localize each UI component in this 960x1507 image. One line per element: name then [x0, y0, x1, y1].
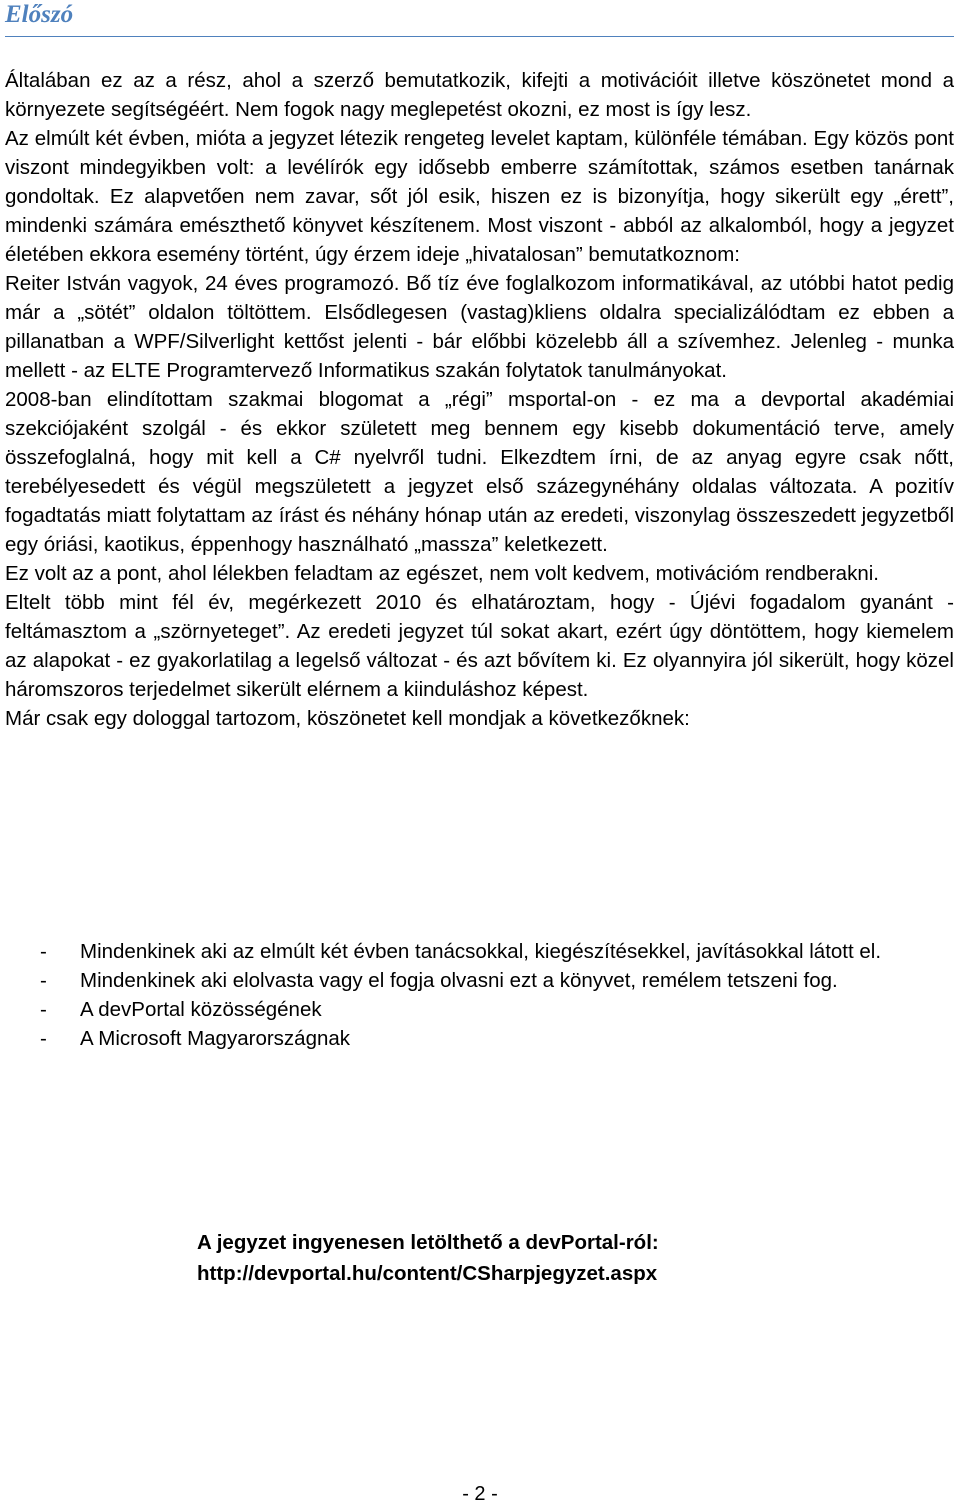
heading-underline: [5, 36, 954, 37]
list-item-text: Mindenkinek aki az elmúlt két évben tanácsokkal, kiegészítésekkel, javításokkal látott el.: [80, 940, 882, 963]
list-item-text: Mindenkinek aki elolvasta vagy el fogja olvasni ezt a könyvet, remélem tetszeni fog.: [80, 969, 838, 992]
download-note: [197, 1227, 659, 1289]
paragraph: Az elmúlt két évben, mióta a jegyzet létezik rengeteg levelet kaptam, különféle témában. Egy közös pont viszont mindegyikben volt: a levélírók egy idősebb emberre számítottak, számos esetben tanárnak gondoltak. Ez alapvetően nem zavar, sőt jól esik, hiszen ez is bizonyítja, hogy sikerült egy „érett”, mindenki számára emészthető könyvet készítenem. Most viszont - abból az alkalomból, hogy a jegyzet életében ekkora esemény történt, úgy érzem ideje „hivatalosan” bemutatkoznom:: [5, 127, 954, 266]
paragraph: Általában ez az a rész, ahol a szerző bemutatkozik, kifejti a motivációit illetve köszönetet mond a környezete segítségéért. Nem fogok nagy meglepetést okozni, ez most is így lesz.: [5, 69, 954, 121]
paragraph: Eltelt több mint fél év, megérkezett 2010 és elhatároztam, hogy - Újévi fogadalom gyanánt - feltámasztom a „szörnyeteget”. Az eredeti jegyzet túl sokat akart, ezért úgy döntöttem, hogy kiemelem az alapokat - ez gyakorlatilag a legelső változat - és azt bővítem ki. Ez olyannyira jól sikerült, hogy közel háromszoros terjedelmet sikerült elérnem a kiinduláshoz képest.: [5, 591, 954, 701]
list-bullet: -: [40, 1027, 47, 1050]
body-text: [5, 66, 954, 733]
page-title: Előszó: [5, 1, 74, 28]
list-item: [5, 966, 954, 995]
list-bullet: -: [40, 940, 47, 963]
list-bullet: -: [40, 998, 47, 1021]
list-item: [5, 995, 954, 1024]
list-item: [5, 937, 954, 966]
paragraph: Már csak egy dologgal tartozom, köszönetet kell mondjak a következőknek:: [5, 707, 690, 730]
list-item-text: A Microsoft Magyarországnak: [80, 1027, 351, 1050]
paragraph: Reiter István vagyok, 24 éves programozó. Bő tíz éve foglalkozom informatikával, az utóbbi hatot pedig már a „sötét” oldalon töltöttem. Elsődlegesen (vastag)kliens oldalra specializálódtam ez ebben a pillanatban a WPF/Silverlight kettőst jelenti - bár előbbi közelebb áll a szívemhez. Jelenleg - munka mellett - az ELTE Programtervező Informatikus szakán folytatok tanulmányokat.: [5, 272, 954, 382]
list-bullet: -: [40, 969, 47, 992]
paragraph: 2008-ban elindítottam szakmai blogomat a „régi” msportal-on - ez ma a devportal akadémiai szekciójaként szolgál - és ekkor született meg bennem egy kisebb dokumentáció terve, amely összefoglalná, hogy mit kell a C# nyelvről tudni. Elkezdtem írni, de az anyag egyre csak nőtt, terebélyesedett és végül megszületett a jegyzet első százegynéhány oldalas változata. A pozitív fogadtatás miatt folytattam az írást és néhány hónap után az eredeti, viszonylag összeszedett jegyzetből egy óriási, kaotikus, éppenhogy használható „massza” keletkezett.: [5, 388, 954, 556]
page-number: - 2 -: [462, 1483, 498, 1505]
list-item-text: A devPortal közösségének: [80, 998, 322, 1021]
download-url: http://devportal.hu/content/CSharpjegyzet.aspx: [197, 1262, 658, 1285]
acknowledgement-list: [5, 937, 954, 1053]
download-note-text: A jegyzet ingyenesen letölthető a devPortal-ról:: [197, 1231, 659, 1254]
list-item: [5, 1024, 954, 1053]
paragraph: Ez volt az a pont, ahol lélekben feladtam az egészet, nem volt kedvem, motivációm rendberakni.: [5, 562, 879, 585]
